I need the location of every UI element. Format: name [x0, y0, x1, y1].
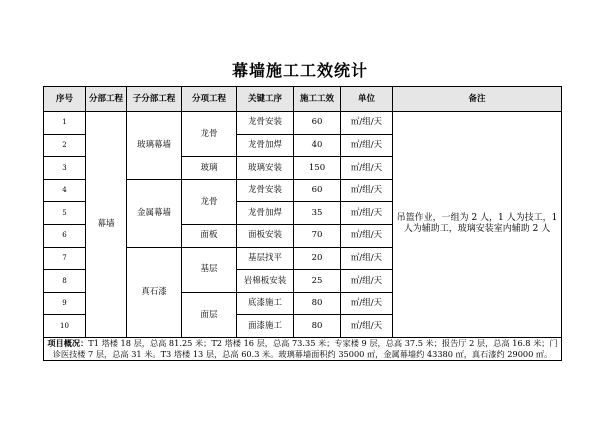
seq-cell: 4: [44, 179, 86, 202]
efficiency-table: [43, 86, 562, 361]
unit-cell: ㎡/组/天: [341, 270, 393, 293]
seq-cell: 8: [44, 270, 86, 293]
process-cell: 玻璃安装: [237, 157, 294, 180]
unit-cell: ㎡/组/天: [341, 292, 393, 315]
division-cell: 幕墙: [86, 112, 127, 338]
efficiency-cell: 40: [294, 134, 341, 157]
seq-cell: 3: [44, 157, 86, 180]
process-cell: 龙骨加焊: [237, 134, 294, 157]
header-row: [44, 87, 562, 112]
subdivision-cell: 金属幕墙: [127, 179, 182, 247]
remark-cell: 吊篮作业，一组为 2 人，1 人为技工，1 人为辅助工，玻璃安装室内辅助 2 人: [393, 112, 562, 338]
process-cell: 底漆施工: [237, 292, 294, 315]
col-header-efficiency: 施工工效: [294, 87, 341, 112]
unit-cell: ㎡/组/天: [341, 247, 393, 270]
overview-row: [44, 337, 562, 360]
item-cell: 面层: [182, 292, 237, 337]
efficiency-cell: 20: [294, 247, 341, 270]
process-cell: 面板安装: [237, 224, 294, 247]
col-header-remark: 备注: [393, 87, 562, 112]
col-header-division: 分部工程: [86, 87, 127, 112]
item-cell: 龙骨: [182, 179, 237, 224]
process-cell: 岩棉板安装: [237, 270, 294, 293]
overview-text: T1 塔楼 18 层，总高 81.25 米；T2 塔楼 16 层，总高 73.35 米；专家楼 9 层，总高 37.5 米；报告厅 2 层，总高 16.8 米；门诊医技楼 7 层，总高 31 米。T3 塔楼 13 层，总高 60.3 米。玻璃幕墙面积约 35000 ㎡，金属幕墙约 43380 ㎡，真石漆约 29000 ㎡。: [52, 338, 558, 359]
document-title: 幕墙施工工效统计: [231, 61, 368, 80]
overview-label: 项目概况：: [47, 338, 89, 349]
efficiency-cell: 60: [294, 112, 341, 135]
seq-cell: 9: [44, 292, 86, 315]
efficiency-cell: 80: [294, 292, 341, 315]
unit-cell: ㎡/组/天: [341, 157, 393, 180]
subdivision-cell: 真石漆: [127, 247, 182, 337]
seq-cell: 7: [44, 247, 86, 270]
col-header-subdivision: 子分部工程: [127, 87, 182, 112]
unit-cell: ㎡/组/天: [341, 224, 393, 247]
subdivision-cell: 玻璃幕墙: [127, 112, 182, 180]
project-overview: [44, 337, 562, 360]
efficiency-cell: 80: [294, 315, 341, 338]
seq-cell: 6: [44, 224, 86, 247]
process-cell: 龙骨加焊: [237, 202, 294, 225]
item-cell: 面板: [182, 224, 237, 247]
item-cell: 玻璃: [182, 157, 237, 180]
seq-cell: 10: [44, 315, 86, 338]
seq-cell: 2: [44, 134, 86, 157]
seq-cell: 1: [44, 112, 86, 135]
unit-cell: ㎡/组/天: [341, 202, 393, 225]
efficiency-cell: 70: [294, 224, 341, 247]
col-header-unit: 单位: [341, 87, 393, 112]
process-cell: 基层找平: [237, 247, 294, 270]
process-cell: 面漆施工: [237, 315, 294, 338]
seq-cell: 5: [44, 202, 86, 225]
unit-cell: ㎡/组/天: [341, 134, 393, 157]
item-cell: 龙骨: [182, 112, 237, 157]
efficiency-cell: 150: [294, 157, 341, 180]
unit-cell: ㎡/组/天: [341, 179, 393, 202]
efficiency-cell: 60: [294, 179, 341, 202]
unit-cell: ㎡/组/天: [341, 112, 393, 135]
item-cell: 基层: [182, 247, 237, 292]
efficiency-cell: 25: [294, 270, 341, 293]
efficiency-cell: 35: [294, 202, 341, 225]
col-header-item: 分项工程: [182, 87, 237, 112]
col-header-seq: 序号: [44, 87, 86, 112]
col-header-process: 关键工序: [237, 87, 294, 112]
unit-cell: ㎡/组/天: [341, 315, 393, 338]
table-row: [44, 112, 562, 135]
process-cell: 龙骨安装: [237, 179, 294, 202]
process-cell: 龙骨安装: [237, 112, 294, 135]
